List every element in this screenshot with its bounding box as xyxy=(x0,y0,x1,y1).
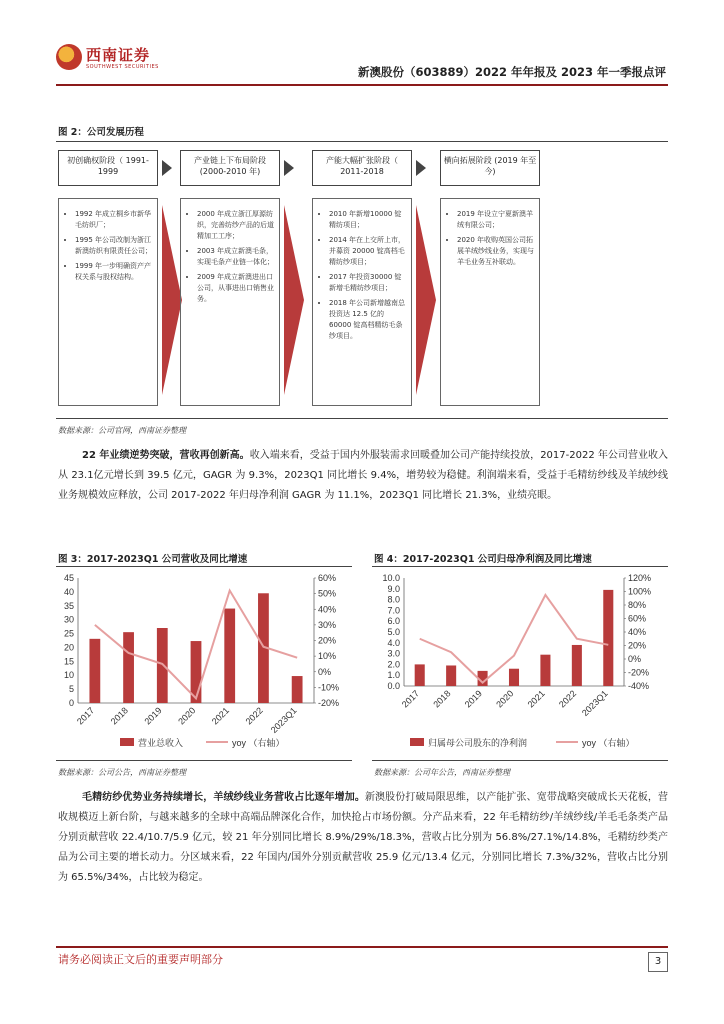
stage-detail-item: • 2017 年投资30000 锭新增毛精纺纱项目； xyxy=(329,272,407,294)
y2-tick-label: -10% xyxy=(318,682,340,693)
stage-title-1: 初创确权阶段（ 1991-1999 xyxy=(58,150,158,186)
company-logo-icon xyxy=(56,44,82,70)
y2-tick-label: 80% xyxy=(628,600,647,610)
y2-tick-label: 20% xyxy=(318,635,337,646)
bar xyxy=(89,639,100,703)
paragraph-business xyxy=(58,788,668,888)
stage-detail-item: • 1992 年成立桐乡市新华毛纺织厂； xyxy=(75,209,153,231)
y-tick-label: 15 xyxy=(63,656,74,667)
paragraph-business-lead: 毛精纺纱优势业务持续增长，羊绒纱线业务营收占比逐年增加。 xyxy=(82,792,365,803)
fig4-bottom-rule xyxy=(372,760,668,761)
stage-detail-item: • 2009 年成立新澳进出口公司，从事进出口销售业务。 xyxy=(197,272,275,305)
bar xyxy=(540,655,550,686)
stage-arrow-icon xyxy=(162,205,182,395)
report-title: 新澳股份（603889）2022 年年报及 2023 年一季报点评 xyxy=(357,65,666,79)
y-tick-label: 2.0 xyxy=(387,659,400,670)
legend-bar-label: 营业总收入 xyxy=(138,738,184,748)
stage-title-arrow-icon xyxy=(162,160,172,176)
stage-detail-item: • 2003 年成立新澳毛条，实现毛条产业链一体化； xyxy=(197,246,275,268)
bar xyxy=(572,645,582,686)
y2-tick-label: 0% xyxy=(318,666,332,677)
stage-detail-2 xyxy=(180,198,280,406)
legend-line-label: yoy （右轴） xyxy=(232,738,285,748)
y2-tick-label: 30% xyxy=(318,619,337,630)
stage-detail-item: • 2014 年在上交所上市，并募资 20000 锭高档毛精纺纱项目； xyxy=(329,235,407,268)
stage-detail-3 xyxy=(312,198,412,406)
bar xyxy=(446,665,456,686)
x-tick-label: 2023Q1 xyxy=(268,705,299,736)
y-tick-label: 45 xyxy=(63,573,74,583)
y-tick-label: 7.0 xyxy=(387,605,400,616)
footer-disclaimer: 请务必阅读正文后的重要声明部分 xyxy=(58,953,223,966)
y2-tick-label: 60% xyxy=(318,573,337,583)
logo-subtitle: SOUTHWEST SECURITIES xyxy=(86,64,159,70)
paragraph-performance xyxy=(58,446,668,506)
stage-title-3: 产能大幅扩张阶段（ 2011-2018 xyxy=(312,150,412,186)
legend-bar-swatch xyxy=(120,738,134,746)
footer-divider xyxy=(56,946,668,948)
y2-tick-label: 20% xyxy=(628,640,647,651)
stage-title-4: 横向拓展阶段 (2019 年至今) xyxy=(440,150,540,186)
paragraph-performance-body: 收入端来看，受益于国内外服装需求回暖叠加公司产能持续投放，2017-2022 年公司营业收入从 23.1亿元增长到 39.5 亿元，GAGR 为 9.3%，2023Q1 同比增长 9.4%，增势较为稳健。利润端来看，受益于毛精纺纱线及羊绒纱线业务规模效应释放，公司 2017-2022 年归母净利润 GAGR 为 11.1%，2023Q1 同比增长 21.3%，业绩亮眼。 xyxy=(58,450,668,501)
fig3-top-rule xyxy=(56,566,352,567)
y-tick-label: 8.0 xyxy=(387,594,400,605)
y-tick-label: 4.0 xyxy=(387,637,400,648)
y2-tick-label: -40% xyxy=(628,681,650,691)
header-divider xyxy=(56,84,668,86)
x-tick-label: 2020 xyxy=(494,688,516,710)
paragraph-business-body: 新澳股份打破局限思维，以产能扩张、宽带战略突破成长天花板，营收规模迈上新台阶，与越来越多的全球中高端品牌深化合作，加快抢占市场份额。分产品来看，22 年毛精纺纱/羊绒纱线/羊毛毛条类产品分别贡献营收 22.4/10.7/5.9 亿元，较 21 年分别同比增长 8.9%/29%/18.3%，营收占比分别为 56.8%/27.1%/14.8%，毛精纺纱类产品为公司主要的增长动力。分区域来看，22 年国内/国外分别贡献营收 25.9 亿元/13.4 亿元，分别同比增长 7.3%/32%，营收占比分别为 65.5%/34%，占比较为稳定。 xyxy=(58,792,669,883)
y2-tick-label: 10% xyxy=(318,651,337,662)
legend-line-label: yoy （右轴） xyxy=(582,738,635,748)
stage-detail-item: • 2019 年设立宁夏新澳羊绒有限公司； xyxy=(457,209,535,231)
x-tick-label: 2019 xyxy=(142,705,164,727)
stage-title-arrow-icon xyxy=(284,160,294,176)
x-tick-label: 2021 xyxy=(209,705,232,727)
y-tick-label: 10.0 xyxy=(382,573,400,583)
x-tick-label: 2023Q1 xyxy=(579,688,610,719)
fig3-source: 数据来源：公司公告，西南证券整理 xyxy=(58,768,186,777)
legend-bar-label: 归属母公司股东的净利润 xyxy=(428,738,528,748)
y-tick-label: 0.0 xyxy=(387,681,400,691)
net-profit-chart xyxy=(372,570,668,755)
y2-tick-label: 40% xyxy=(318,604,337,615)
fig2-top-rule xyxy=(56,141,668,142)
stage-detail-item: • 2000 年成立浙江厚源纺织，完善纺纱产品的后道精加工工序； xyxy=(197,209,275,242)
stage-detail-item: • 1995 年公司改制为浙江新澳纺织有限责任公司； xyxy=(75,235,153,257)
stage-detail-4 xyxy=(440,198,540,406)
fig4-source: 数据来源：公司年公告，西南证券整理 xyxy=(374,768,510,777)
bar xyxy=(224,609,235,703)
y-tick-label: 3.0 xyxy=(387,648,400,659)
stage-detail-1 xyxy=(58,198,158,406)
fig4-top-rule xyxy=(372,566,668,567)
y-tick-label: 35 xyxy=(63,600,74,611)
bar xyxy=(123,632,134,703)
y-tick-label: 0 xyxy=(68,698,74,708)
y-tick-label: 20 xyxy=(63,642,74,653)
paragraph-performance-lead: 22 年业绩逆势突破，营收再创新高。 xyxy=(82,450,250,461)
x-tick-label: 2020 xyxy=(176,705,198,727)
revenue-chart xyxy=(56,570,352,755)
y2-tick-label: 50% xyxy=(318,588,337,599)
fig3-bottom-rule xyxy=(56,760,352,761)
x-tick-label: 2018 xyxy=(108,705,130,727)
bar xyxy=(509,669,519,686)
x-tick-label: 2022 xyxy=(557,688,579,710)
y-tick-label: 25 xyxy=(63,628,74,639)
y-tick-label: 9.0 xyxy=(387,583,400,594)
y-tick-label: 30 xyxy=(63,614,74,625)
y-tick-label: 10 xyxy=(63,670,74,681)
x-tick-label: 2017 xyxy=(75,705,97,727)
x-tick-label: 2022 xyxy=(243,705,265,727)
stage-detail-item: • 1999 年一步明确资产产权关系与股权结构。 xyxy=(75,261,153,283)
x-tick-label: 2017 xyxy=(399,688,422,710)
logo-text: 西南证券 xyxy=(86,46,151,64)
legend-bar-swatch xyxy=(410,738,424,746)
y2-tick-label: 120% xyxy=(628,573,652,583)
fig2-bottom-rule xyxy=(56,418,668,419)
y-tick-label: 5.0 xyxy=(387,627,400,637)
y2-tick-label: 0% xyxy=(628,654,642,664)
stage-detail-item: • 2018 年公司新增越南总投资达 12.5 亿的 60000 锭高档精纺毛条纱项目。 xyxy=(329,298,407,342)
x-tick-label: 2019 xyxy=(462,688,484,710)
stage-arrow-icon xyxy=(284,205,304,395)
y-tick-label: 1.0 xyxy=(387,670,400,681)
y2-tick-label: 100% xyxy=(628,586,652,597)
page-number: 3 xyxy=(648,952,668,972)
stage-arrow-icon xyxy=(416,205,436,395)
fig2-source: 数据来源：公司官网，西南证券整理 xyxy=(58,426,186,435)
stage-title-arrow-icon xyxy=(416,160,426,176)
bar xyxy=(603,590,613,686)
x-tick-label: 2021 xyxy=(525,688,547,710)
fig4-title: 图 4：2017-2023Q1 公司归母净利润及同比增速 xyxy=(374,554,592,565)
y2-tick-label: 40% xyxy=(628,627,647,637)
y-tick-label: 40 xyxy=(63,586,74,597)
stage-detail-item: • 2020 年收购英国公司拓展羊绒纱线业务，实现与羊毛业务互补联动。 xyxy=(457,235,535,268)
stage-title-2: 产业链上下布局阶段 (2000-2010 年) xyxy=(180,150,280,186)
bar xyxy=(157,628,168,703)
y2-tick-label: -20% xyxy=(318,698,340,708)
fig3-title: 图 3：2017-2023Q1 公司营收及同比增速 xyxy=(58,554,248,565)
bar xyxy=(292,676,303,703)
y-tick-label: 6.0 xyxy=(387,616,400,627)
fig2-title: 图 2：公司发展历程 xyxy=(58,127,144,138)
y2-tick-label: -20% xyxy=(628,667,650,678)
bar xyxy=(415,664,425,686)
x-tick-label: 2018 xyxy=(431,688,453,710)
stage-detail-item: • 2010 年新增10000 锭精纺项目； xyxy=(329,209,407,231)
y2-tick-label: 60% xyxy=(628,613,647,624)
y-tick-label: 5 xyxy=(68,684,74,695)
